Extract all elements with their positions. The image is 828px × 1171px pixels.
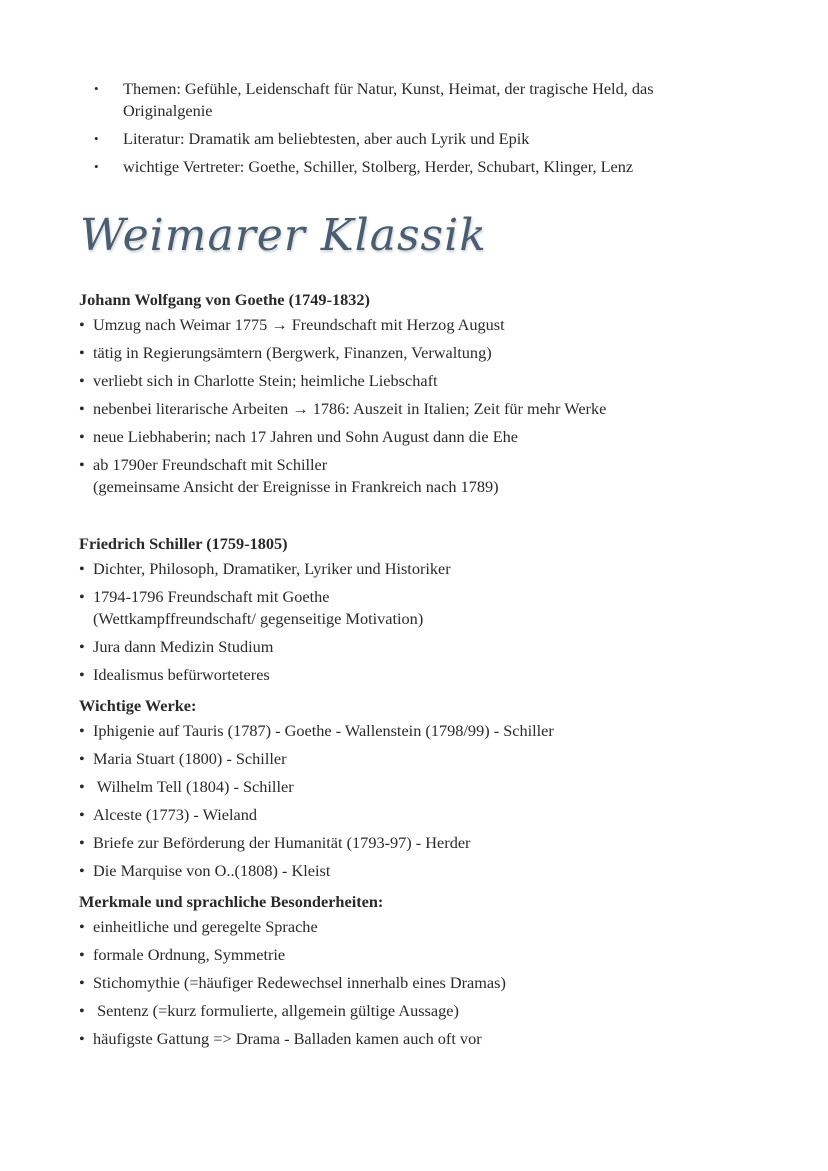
list-item: • Iphigenie auf Tauris (1787) - Goethe - Wallenstein (1798/99) - Schiller [79,721,554,740]
bullet-icon: • [79,917,85,936]
schiller-heading: Friedrich Schiller (1759-1805) [79,534,288,553]
bullet-icon: • [79,343,85,362]
sturm-und-drang-list [92,78,742,184]
list-item: • Umzug nach Weimar 1775 → Freundschaft mit Herzog August [79,315,505,334]
list-item: • Sentenz (=kurz formulierte, allgemein gültige Aussage) [79,1001,459,1020]
bullet-icon: • [79,455,85,474]
list-item: • tätig in Regierungsämtern (Bergwerk, Finanzen, Verwaltung) [79,343,492,362]
merkmale-heading: Merkmale und sprachliche Besonderheiten: [79,892,384,911]
goethe-list [79,314,759,498]
list-item: • verliebt sich in Charlotte Stein; heimliche Liebschaft [79,371,438,390]
list-item: • Die Marquise von O..(1808) - Kleist [79,861,331,880]
bullet-icon: • [79,805,85,824]
list-item: • formale Ordnung, Symmetrie [79,945,286,964]
list-item: • neue Liebhaberin; nach 17 Jahren und Sohn August dann die Ehe [79,427,519,446]
merkmale-list [79,916,759,1050]
schiller-section [79,530,759,1056]
list-item: • Dichter, Philosoph, Dramatiker, Lyriker und Historiker [79,559,451,578]
bullet-icon: • [79,861,85,880]
bullet-icon: • [79,777,85,796]
bullet-icon: • [94,131,99,146]
list-item: • häufigste Gattung => Drama - Balladen kamen auch oft vor [79,1029,482,1048]
list-item: • Maria Stuart (1800) - Schiller [79,749,287,768]
section-title: Weimarer Klassik [80,210,487,261]
list-item: • Literatur: Dramatik am beliebtesten, aber auch Lyrik und Epik [94,129,530,148]
list-item: • Briefe zur Beförderung der Humanität (1793-97) - Herder [79,833,471,852]
bullet-icon: • [79,587,85,606]
bullet-icon: • [79,749,85,768]
bullet-icon: • [79,399,85,418]
bullet-icon: • [94,159,99,174]
list-item: • Jura dann Medizin Studium [79,637,274,656]
list-item: • nebenbei literarische Arbeiten → 1786: Auszeit in Italien; Zeit für mehr Werke [79,399,607,418]
list-item: • einheitliche und geregelte Sprache [79,917,318,936]
list-item: • Themen: Gefühle, Leidenschaft für Natur, Kunst, Heimat, der tragische Held, das Originalgenie [94,79,654,120]
list-item: • wichtige Vertreter: Goethe, Schiller, Stolberg, Herder, Schubart, Klinger, Lenz [94,157,634,176]
bullet-icon: • [79,973,85,992]
bullet-icon: • [79,315,85,334]
goethe-heading: Johann Wolfgang von Goethe (1749-1832) [79,290,370,309]
bullet-icon: • [79,945,85,964]
werke-list [79,720,759,882]
bullet-icon: • [79,559,85,578]
bullet-icon: • [79,427,85,446]
bullet-icon: • [79,637,85,656]
werke-heading: Wichtige Werke: [79,696,197,715]
bullet-icon: • [79,371,85,390]
list-item: • Idealismus befürworteteres [79,665,270,684]
list-item: • 1794-1796 Freundschaft mit Goethe (Wettkampffreundschaft/ gegenseitige Motivation) [79,587,424,628]
bullet-icon: • [79,1001,85,1020]
bullet-icon: • [79,833,85,852]
list-item: • Wilhelm Tell (1804) - Schiller [79,777,294,796]
list-item: • ab 1790er Freundschaft mit Schiller (gemeinsame Ansicht der Ereignisse in Frankreich nach 1789) [79,455,499,496]
list-item: • Alceste (1773) - Wieland [79,805,258,824]
bullet-icon: • [79,1029,85,1048]
bullet-icon: • [79,665,85,684]
goethe-section [79,286,759,504]
bullet-icon: • [79,721,85,740]
bullet-icon: • [94,81,99,96]
list-item: • Stichomythie (=häufiger Redewechsel innerhalb eines Dramas) [79,973,506,992]
schiller-list [79,558,759,686]
